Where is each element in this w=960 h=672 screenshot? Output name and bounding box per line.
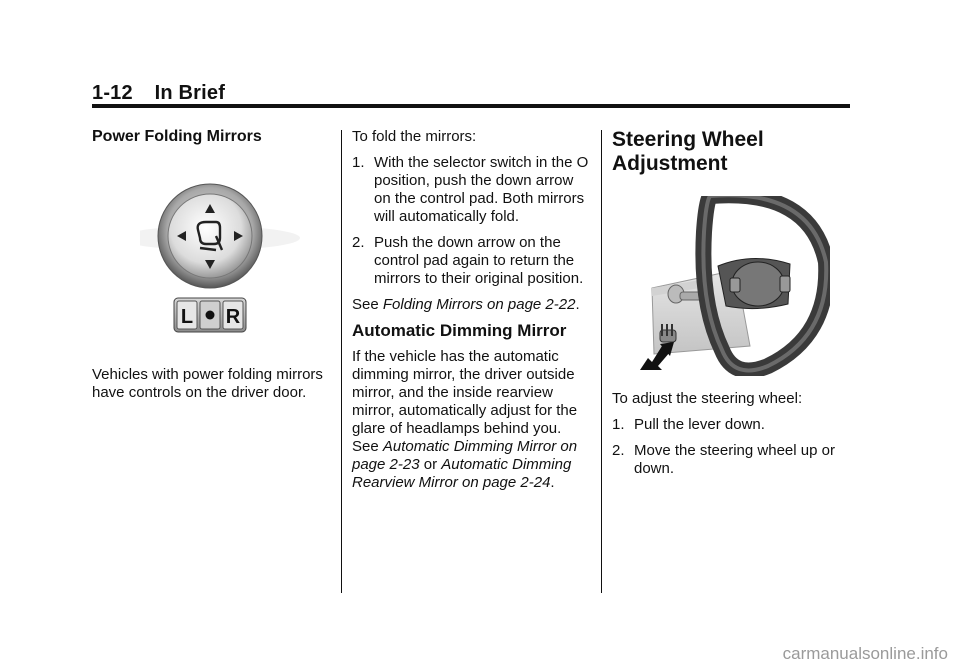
auto-dimming-mirror-link[interactable]: Automatic Dimming Mirror on page 2-23 (352, 438, 578, 473)
column-divider-2 (601, 130, 602, 593)
folding-mirrors-link[interactable]: Folding Mirrors on page 2-22 (382, 296, 576, 313)
column-3-body (612, 390, 852, 486)
list-item: 1. With the selector switch in the O position, push the down arrow on the control pad. Both mirrors will automatically fold. (352, 154, 589, 225)
watermark: carmanualsonline.info (782, 644, 948, 663)
page-number: 1-12 (92, 82, 133, 104)
auto-dimming-paragraph: If the vehicle has the automatic dimming mirror, the driver outside mirror, and the inside rearview mirror, automatically adjust for the glare of headlamps behind you. See Automatic Dimming Mirror on page 2-23 or Automatic Dimming Rearview Mirror on page 2-24. (352, 348, 578, 491)
power-folding-paragraph: Vehicles with power folding mirrors have controls on the driver door. (92, 366, 323, 401)
power-folding-heading: Power Folding Mirrors (92, 128, 262, 145)
fold-intro: To fold the mirrors: (352, 128, 477, 145)
selector-right-label: R (225, 306, 241, 328)
fold-steps (352, 154, 592, 288)
steering-heading: Steering Wheel Adjustment (612, 128, 764, 175)
steering-wheel-illustration (640, 196, 830, 376)
list-item: 2. Push the down arrow on the control pad again to return the mirrors to their original position. (352, 234, 584, 287)
column-2 (352, 128, 592, 500)
column-3 (612, 128, 852, 176)
list-item: 1. Pull the lever down. (612, 416, 765, 433)
steering-intro: To adjust the steering wheel: (612, 390, 803, 407)
header-rule (92, 104, 850, 108)
steering-steps (612, 416, 852, 478)
column-divider-1 (341, 130, 342, 593)
auto-dimming-heading: Automatic Dimming Mirror (352, 321, 567, 340)
see-folding-mirrors: See Folding Mirrors on page 2-22. (352, 296, 580, 313)
auto-dimming-rearview-link[interactable]: Automatic Dimming Rearview Mirror on page 2-24 (352, 456, 572, 491)
page-header (92, 82, 850, 105)
mirror-control-illustration (140, 170, 320, 340)
list-item: 2. Move the steering wheel up or down. (612, 442, 835, 477)
selector-left-label: L (180, 306, 194, 328)
selector-off-dot (206, 311, 215, 320)
section-title: In Brief (154, 82, 226, 104)
column-1-body (92, 366, 332, 410)
column-1 (92, 128, 332, 146)
